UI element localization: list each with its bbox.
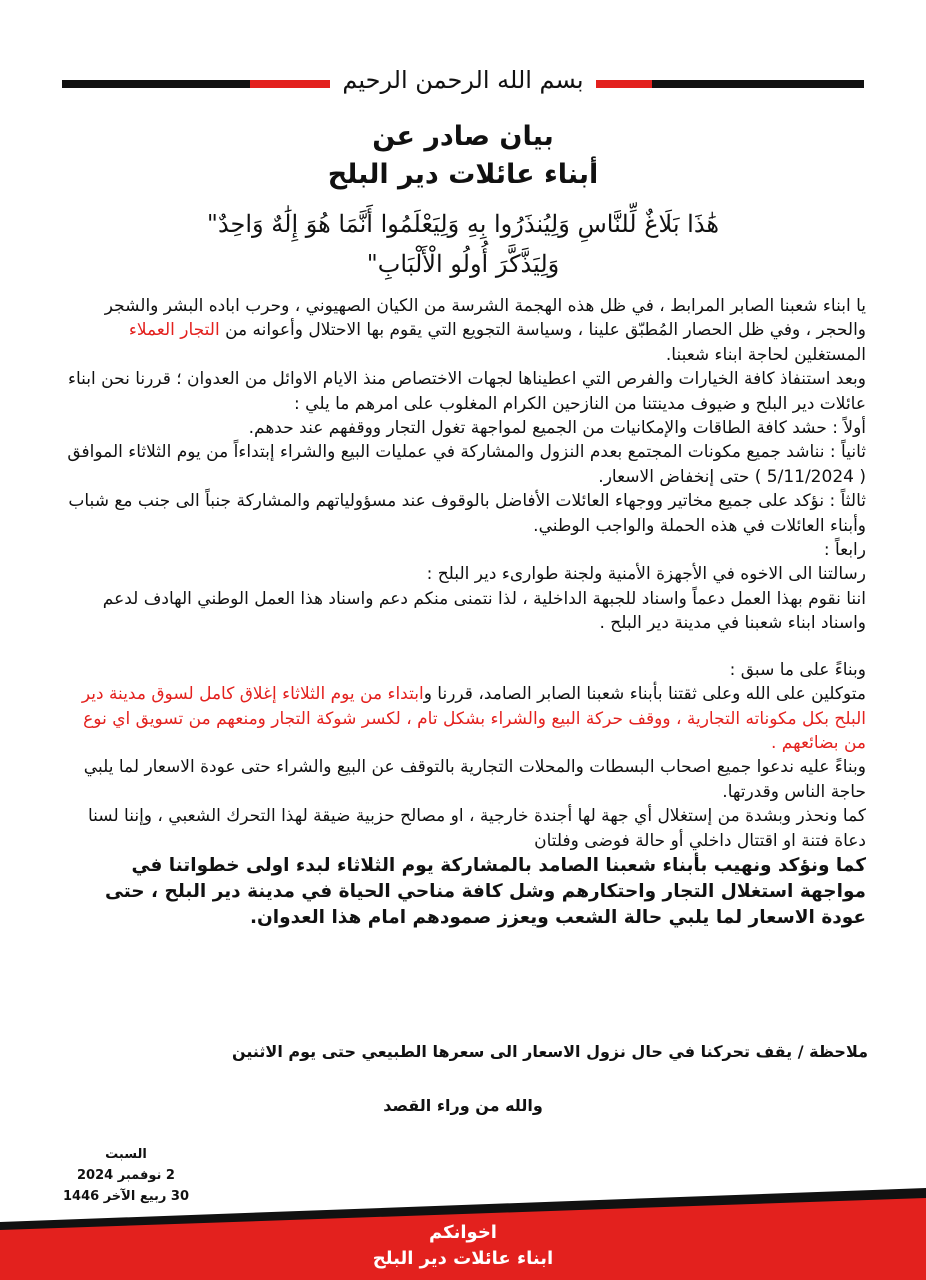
intro-text-end: المستغلين لحاجة ابناء شعبنا. [665, 344, 866, 365]
based-text: متوكلين على الله وعلى ثقتنا بأبناء شعبنا الصابر الصامد، قررنا و [423, 684, 866, 705]
closing-text: والله من وراء القصد [383, 1096, 543, 1115]
highlight-market-closure: ابتداء من يوم الثلاثاء إغلاق كامل لسوق مدينة دير البلح بكل مكوناته التجارية ، ووقف حركة البيع والشراء بشكل تام ، لكسر شوكة التجار ومنعهم من تسويق اي نوع من بضائعهم . [81, 684, 866, 753]
decision-paragraph: وبعد استنفاذ كافة الخيارات والفرص التي اعطيناها لجهات الاختصاص منذ الايام الاوائل من العدوان ؛ قررنا نحن ابناء عائلات دير البلح و ضيوف مدينتنا من النازحين الكرام المغلوب على امرهم ما يلي : [68, 369, 866, 414]
point-second: ثانياً : نناشد جميع مكونات المجتمع بعدم النزول والمشاركة في عمليات البيع والشراء إبتداءاً من يوم الثلاثاء الموافق ( 5/11/2024 ) حتى إنخفاض الاسعار. [67, 442, 866, 487]
title-line-1: بيان صادر عن [372, 121, 554, 152]
intro-paragraph [60, 294, 866, 367]
point-third: ثالثاً : نؤكد على جميع مخاتير ووجهاء العائلات الأفاضل بالوقوف عند مسؤولياتهم والمشاركة جنباً الى جنب مع شباب وأبناء العائلات في هذه الحملة والواجب الوطني. [68, 491, 866, 536]
verse-line-2: وَلِيَذَّكَّرَ أُولُو الْأَلْبَابِ" [366, 250, 560, 278]
point-fourth-heading: رابعاً : [823, 540, 866, 561]
statement-title [0, 118, 926, 194]
emphasis-paragraph: كما ونؤكد ونهيب بأبناء شعبنا الصامد بالمشاركة يوم الثلاثاء لبدء اولى خطواتنا في مواجهة استغلال التجار واحتكارهم وشل كافة مناحي الحياة في مدينة دير البلح ، حتى عودة الاسعار لما يلبي حالة الشعب ويعزز صمودهم امام هذا العدوان. [105, 854, 866, 928]
warning-paragraph: كما ونحذر وبشدة من إستغلال أي جهة لها أجندة خارجية ، او مصالح حزبية ضيقة لهذا التحرك الشعبي ، وإننا لسنا دعاة فتنة او اقتتال داخلي أو حالة فوضى وفلتان [87, 806, 866, 851]
point-fourth-text: اننا نقوم بهذا العمل دعماً واسناد للجبهة الداخلية ، لذا نتمنى منكم دعم واسناد هذا العمل الوطني الهادف لدعم واسناد ابناء شعبنا في مدينة دير البلح . [102, 588, 866, 634]
date-day: السبت [105, 1147, 147, 1162]
signature-line-1: اخوانكم [429, 1222, 497, 1243]
date-gregorian: 2 نوفمبر 2024 [77, 1168, 175, 1183]
bismillah-text: بسم الله الرحمن الرحيم [334, 66, 591, 94]
call-paragraph: وبناءً عليه ندعوا جميع اصحاب البسطات والمحلات التجارية بالتوقف عن البيع والشراء حتى عودة الاسعار لما يلبي حاجة الناس وقدرتها. [83, 757, 866, 802]
verse-line-1: هَٰذَا بَلَاغٌ لِّلنَّاسِ وَلِيُنذَرُوا بِهِ وَلِيَعْلَمُوا أَنَّمَا هُوَ إِلَٰهٌ وَاحِدٌ" [206, 210, 720, 238]
point-first: أولاً : حشد كافة الطاقات والإمكانيات من الجميع لمواجهة تغول التجار ووقفهم عند حدهم. [248, 418, 866, 439]
date-hijri: 30 ربيع الآخر 1446 [62, 1189, 189, 1204]
intro-text: يا ابناء شعبنا الصابر المرابط ، في ظل هذه الهجمة الشرسة من الكيان الصهيوني ، وحرب اباده البشر والشجر والحجر ، وفي ظل الحصار المُطبّق علينا ، وسياسة التجويع التي يقوم بها الاحتلال وأعوانه من [104, 296, 866, 341]
bismillah-heading [0, 62, 926, 98]
spacer [60, 636, 866, 658]
point-fourth-addressee: رسالتنا الى الاخوه في الأجهزة الأمنية ولجنة طوارىء دير البلح : [426, 564, 866, 585]
statement-body [60, 294, 866, 931]
signature-line-2: ابناء عائلات دير البلح [372, 1248, 554, 1269]
signature-block [0, 1220, 926, 1272]
highlight-traders: التجار العملاء [128, 320, 220, 341]
title-line-2: أبناء عائلات دير البلح [327, 159, 599, 190]
note-text: ملاحظة / يقف تحركنا في حال نزول الاسعار الى سعرها الطبيعي حتى يوم الاثنين [231, 1042, 868, 1061]
based-heading: وبناءً على ما سبق : [729, 659, 866, 680]
based-paragraph [60, 682, 866, 755]
quran-verse [120, 204, 806, 284]
